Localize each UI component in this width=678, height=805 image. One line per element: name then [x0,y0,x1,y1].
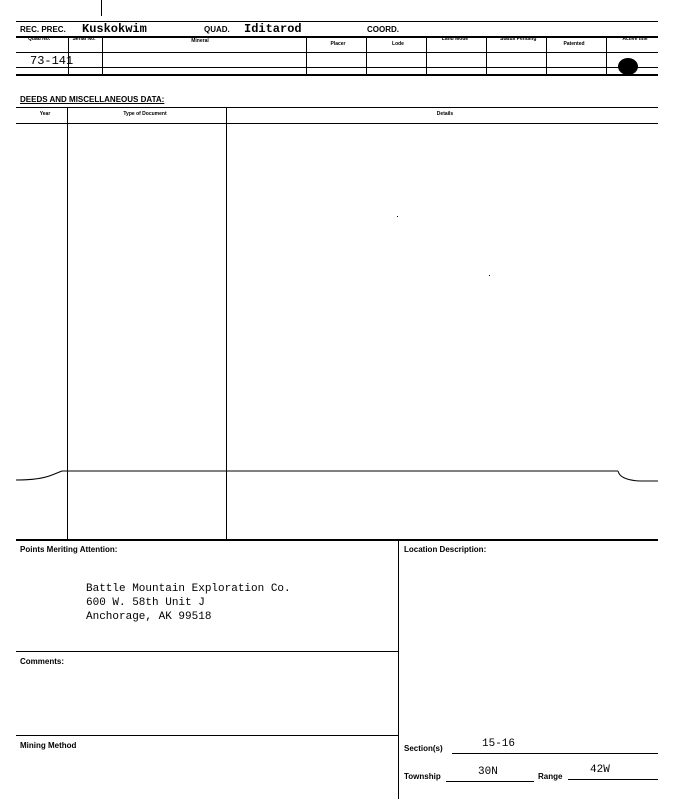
deeds-col-year: Year [39,111,51,117]
bottom-divider [398,539,399,799]
bottom-top-rule [16,539,658,541]
deeds-header-rule [16,123,658,124]
speck [397,216,398,217]
township-label: Township [404,772,441,781]
speck [489,275,490,276]
deeds-col-type: Type of Document [123,111,167,117]
col-quad-no: Quad No. [28,36,51,42]
col-divider [426,36,427,74]
col-divider [606,36,607,74]
quad-label: QUAD. [204,25,230,34]
col-divider [546,36,547,74]
points-label: Points Meriting Attention: [20,545,118,554]
points-address-line-3: Anchorage, AK 99518 [86,611,212,623]
col-active-title: Active title [622,36,648,42]
col-serial-no: Serial No. [72,36,96,42]
sections-underline [452,753,658,754]
township-value: 30N [478,766,498,778]
col-header-bottom-rule [16,52,658,53]
col-divider [486,36,487,74]
comments-label: Comments: [20,657,65,666]
col-patented: Patented [563,41,585,47]
rec-prec-value: Kuskokwim [82,22,147,36]
col-divider [68,36,69,74]
quad-no-value: 73-141 [30,54,74,68]
col-mineral: Mineral [191,38,209,44]
township-underline [446,781,534,782]
header-rule [16,36,658,38]
range-underline [568,779,658,780]
sections-value: 15-16 [482,738,516,750]
coord-label: COORD. [367,25,399,34]
range-value: 42W [590,764,610,776]
header-row-rule [16,67,658,68]
deeds-col-details: Details [436,111,454,117]
col-lode: Lode [392,41,404,47]
mining-method-label: Mining Method [20,741,77,750]
quad-value: Iditarod [244,22,302,36]
location-label: Location Description: [404,545,487,554]
col-status-pending: Status Pending [500,36,537,42]
header-bottom-rule [16,74,658,76]
sections-label: Section(s) [404,744,443,753]
top-tick [101,0,102,16]
page-join-line [0,462,678,492]
range-label: Range [538,772,563,781]
points-address-line-1: Battle Mountain Exploration Co. [86,583,291,595]
col-divider [102,36,103,74]
col-land-mode: Land Mode [441,36,469,42]
col-placer: Placer [330,41,346,47]
mining-method-rule [16,735,398,736]
rec-prec-label: REC. PREC. [20,25,66,34]
deeds-title: DEEDS AND MISCELLANEOUS DATA: [20,95,165,104]
points-address-line-2: 600 W. 58th Unit J [86,597,205,609]
col-divider [366,36,367,74]
deeds-top-rule [16,107,658,108]
comments-rule [16,651,398,652]
col-divider [306,36,307,74]
